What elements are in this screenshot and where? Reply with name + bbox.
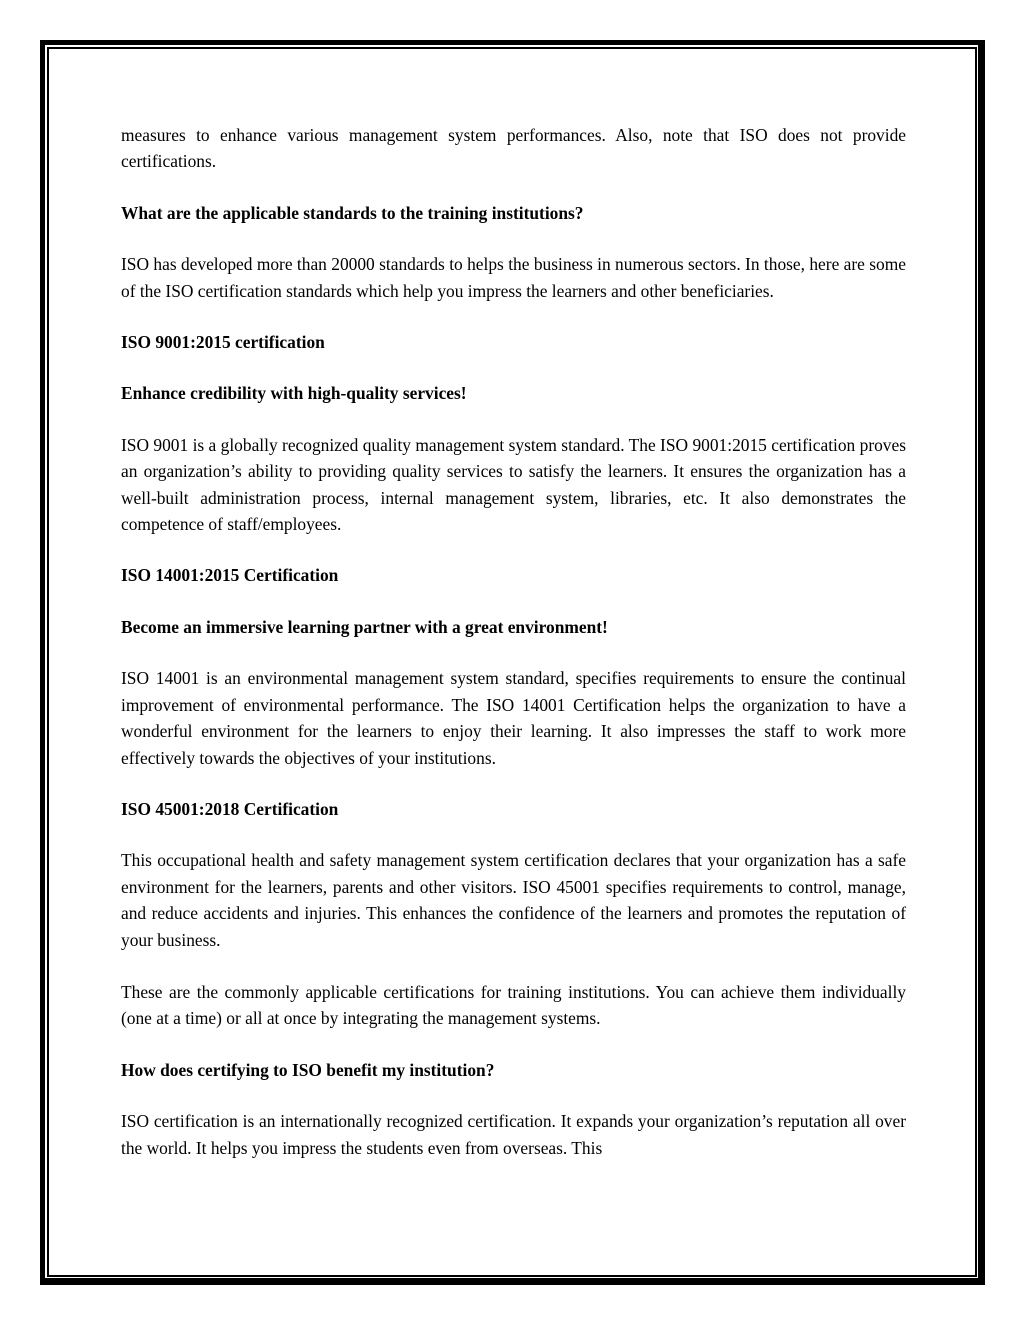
heading-iso-benefits: How does certifying to ISO benefit my institution?: [121, 1059, 495, 1080]
paragraph-iso-45001-description: This occupational health and safety management system certification declares that your organization has a safe environment for the learners, parents and other visitors. ISO 45001 specifies requirements to control, manage, and reduce accidents and injuries. This enhances the confidence of the learners and promotes the reputation of your business.: [121, 850, 906, 950]
heading-iso-9001: ISO 9001:2015 certification: [121, 332, 325, 353]
paragraph-iso-9001-description: ISO 9001 is a globally recognized quality management system standard. The ISO 9001:2015 certification proves an organization’s ability to providing quality services to satisfy the learners. It ensures the organization has a well-built administration process, internal management system, libraries, etc. It also demonstrates the competence of staff/employees.: [121, 434, 906, 535]
paragraph-iso-14001-description: ISO 14001 is an environmental management system standard, specifies requirements to ensure the continual improvement of environmental performance. The ISO 14001 Certification helps the organization to have a wonderful environment for the learners to enjoy their learning. It also impresses the staff to work more effectively towards the objectives of your institutions.: [121, 668, 906, 768]
paragraph-summary: These are the commonly applicable certifications for training institutions. You can achieve them individually (one at a time) or all at once by integrating the management systems.: [121, 981, 906, 1029]
heading-applicable-standards: What are the applicable standards to the training institutions?: [121, 202, 584, 223]
heading-iso-45001: ISO 45001:2018 Certification: [121, 798, 339, 819]
document-body: [121, 122, 906, 1186]
paragraph-iso-standards-overview: ISO has developed more than 20000 standards to helps the business in numerous sectors. In those, here are some of the ISO certification standards which help you impress the learners and other beneficiaries.: [121, 254, 906, 301]
subheading-iso-9001-tagline: Enhance credibility with high-quality services!: [121, 383, 467, 404]
paragraph-iso-benefits: ISO certification is an internationally recognized certification. It expands your organization’s reputation all over the world. It helps you impress the students even from overseas. This: [121, 1111, 906, 1158]
paragraph-intro-continuation: measures to enhance various management system performances. Also, note that ISO does not provide certifications.: [121, 125, 906, 172]
heading-iso-14001: ISO 14001:2015 Certification: [121, 565, 339, 586]
subheading-iso-14001-tagline: Become an immersive learning partner with a great environment!: [121, 616, 608, 637]
